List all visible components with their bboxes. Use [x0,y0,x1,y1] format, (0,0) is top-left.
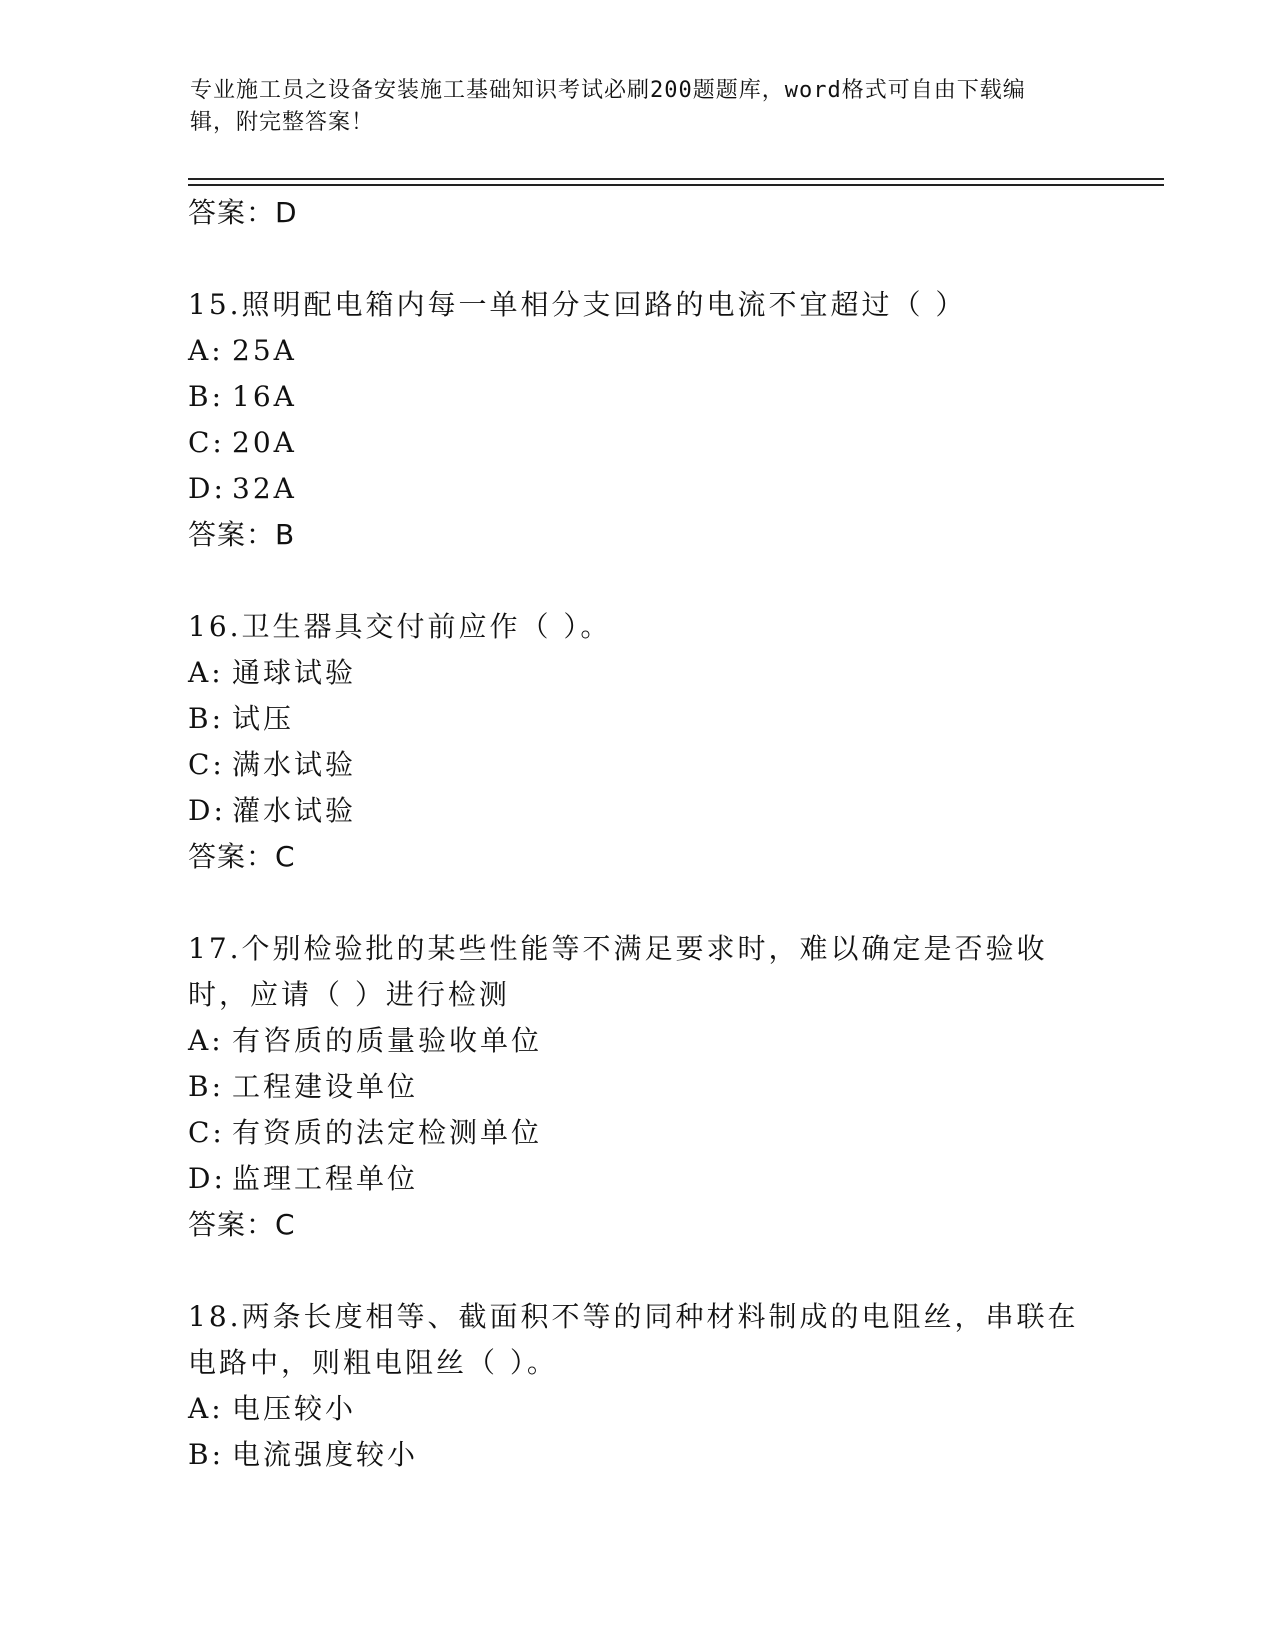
option-line [188,1110,1088,1156]
option-line [188,696,1088,742]
option-line [188,788,1088,834]
option-letter: B: [188,1070,225,1103]
option-line [188,1064,1088,1110]
option-line [188,650,1088,696]
question-stem: 18.两条长度相等、截面积不等的同种材料制成的电阻丝，串联在电路中，则粗电阻丝（ ）。 [188,1300,1079,1379]
answer-line: 答案：C [188,840,296,873]
option-letter: A: [188,1392,224,1425]
spacer [188,558,1088,604]
option-line [188,1386,1088,1432]
option-line [188,420,1088,466]
option-text: 25A [232,334,297,367]
option-text: 电压较小 [232,1392,357,1425]
option-line [188,1156,1088,1202]
question-stem: 17.个别检验批的某些性能等不满足要求时，难以确定是否验收时，应请（ ）进行检测 [188,932,1048,1011]
header-rule-top [188,178,1164,180]
page-header: 专业施工员之设备安装施工基础知识考试必刷200题题库，word格式可自由下载编辑，附完整答案！ [190,78,1026,135]
option-line [188,742,1088,788]
option-text: 监理工程单位 [232,1162,419,1195]
option-letter: B: [188,1438,225,1471]
option-letter: D: [188,1162,226,1195]
header-rule-bottom [188,184,1164,186]
option-text: 试压 [232,702,295,735]
answer-line: 答案：B [188,518,296,551]
spacer [188,880,1088,926]
option-letter: C: [188,1116,225,1149]
option-letter: C: [188,748,225,781]
option-text: 工程建设单位 [232,1070,419,1103]
option-letter: D: [188,794,226,827]
question-list [188,190,1088,1478]
option-text: 电流强度较小 [232,1438,419,1471]
answer-line: 答案：C [188,1208,296,1241]
question-stem: 15.照明配电箱内每一单相分支回路的电流不宜超过（ ） [188,288,967,321]
option-letter: B: [188,380,225,413]
option-line [188,466,1088,512]
option-text: 20A [232,426,297,459]
option-line [188,1018,1088,1064]
option-line [188,1432,1088,1478]
spacer [188,1248,1088,1294]
question-stem: 16.卫生器具交付前应作（ ）。 [188,610,612,643]
option-text: 32A [232,472,297,505]
option-text: 有咨质的质量验收单位 [232,1024,543,1057]
option-text: 满水试验 [232,748,357,781]
option-letter: A: [188,334,224,367]
spacer [188,236,1088,282]
option-letter: D: [188,472,226,505]
answer-line: 答案：D [188,196,298,229]
option-text: 有资质的法定检测单位 [232,1116,543,1149]
option-letter: A: [188,656,224,689]
option-letter: B: [188,702,225,735]
option-text: 灌水试验 [232,794,357,827]
option-line [188,328,1088,374]
option-text: 16A [232,380,297,413]
option-text: 通球试验 [232,656,357,689]
option-letter: C: [188,426,225,459]
option-line [188,374,1088,420]
option-letter: A: [188,1024,224,1057]
